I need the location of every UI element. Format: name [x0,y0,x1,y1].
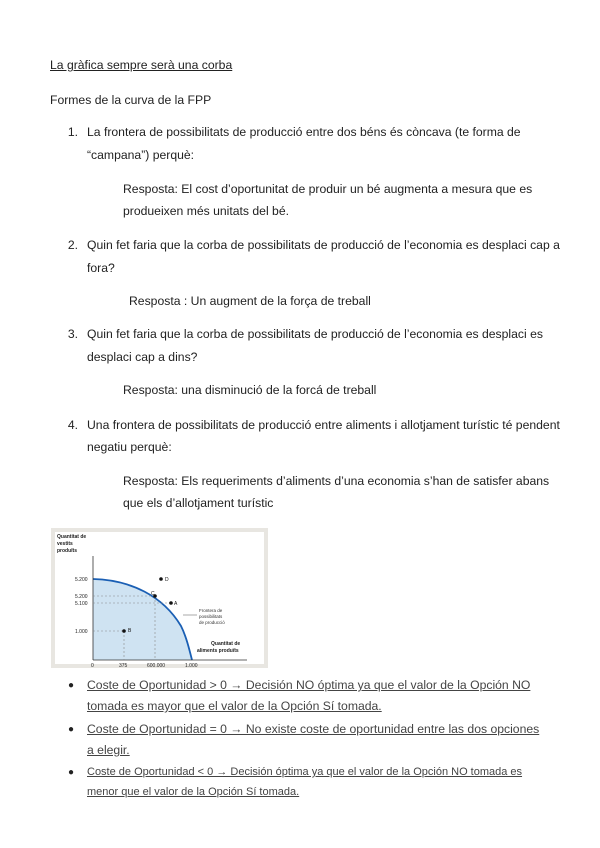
answer-text-line: que els d’allotjament turístic [123,496,274,510]
x-axis-label: aliments produïts [197,648,239,654]
page-title: La gràfica sempre serà una corba [50,58,233,72]
x-axis-label: Quantitat de [211,641,241,647]
point-label: B [128,628,132,634]
answer-text-line: produeixen més unitats del bé. [123,204,289,218]
point-label: A [174,601,178,607]
bullet-text-line: Coste de Oportunidad = 0 → No existe coste de oportunidad entre las dos opciones [87,722,540,736]
frontier-label: de producció [199,620,225,625]
point-d-marker [159,577,163,581]
bullet-dot: ● [68,767,75,778]
frontier-label: Frontera de [199,608,223,613]
question-text-line: negatiu perquè: [87,440,172,454]
bullet-text-line: a elegir. [87,743,130,757]
question-number: 1. [67,125,78,139]
answer-text-line: Resposta: Els requeriments d’aliments d’una economia s’han de satisfer abans [123,474,550,488]
y-tick-label: 5.100 [75,601,88,607]
question-number: 4. [67,418,78,432]
x-tick-label: 0 [91,663,94,668]
question-text-line: Una frontera de possibilitats de producció entre aliments i allotjament turístic té pendent [87,418,560,432]
answer-text-line: Resposta : Un augment de la força de treball [129,294,371,308]
bullet-text-line: menor que el valor de la Opción Sí tomada. [87,786,300,798]
y-axis-label: vestits [57,541,73,547]
x-tick-label: 375 [119,663,128,668]
y-axis-label: produïts [57,548,77,554]
question-text-line: “campana”) perquè: [87,148,195,162]
point-b-marker [122,629,126,633]
y-tick-label: 5.200 [75,577,88,583]
page-subtitle: Formes de la curva de la FPP [50,93,212,107]
ppf-figure [51,528,268,668]
bullet-text-line: Coste de Oportunidad > 0 → Decisión NO óptima ya que el valor de la Opción NO [87,678,531,692]
question-text-line: Quin fet faria que la corba de possibilitats de producció de l’economia es desplaci es [87,327,543,341]
point-a-marker [169,601,173,605]
point-label: D [165,577,169,583]
answer-text-line: Resposta: El cost d’oportunitat de produir un bé augmenta a mesura que es [123,182,533,196]
frontier-label: possibilitats [199,614,223,619]
question-number: 3. [67,327,78,341]
bullet-dot: ● [68,680,75,691]
question-text-line: fora? [87,261,115,275]
x-tick-label: 1.000 [185,663,198,668]
bullet-text-line: Coste de Oportunidad < 0 → Decisión óptima ya que el valor de la Opción NO tomada es [87,766,523,778]
point-label: C [151,591,155,597]
bullet-dot: ● [68,724,75,735]
question-text-line: desplaci cap a dins? [87,350,198,364]
question-text-line: La frontera de possibilitats de producció entre dos béns és còncava (te forma de [87,125,521,139]
y-tick-label: 1.000 [75,629,88,635]
x-tick-label: 600.000 [147,663,166,668]
y-axis-label: Quantitat de [57,534,87,540]
y-tick-label: 5.200 [75,594,88,600]
question-text-line: Quin fet faria que la corba de possibilitats de producció de l’economia es desplaci cap a [87,238,560,252]
question-number: 2. [67,238,78,252]
bullet-text-line: tomada es mayor que el valor de la Opción Sí tomada. [87,699,382,713]
answer-text-line: Resposta: una disminució de la forcá de treball [123,383,377,397]
